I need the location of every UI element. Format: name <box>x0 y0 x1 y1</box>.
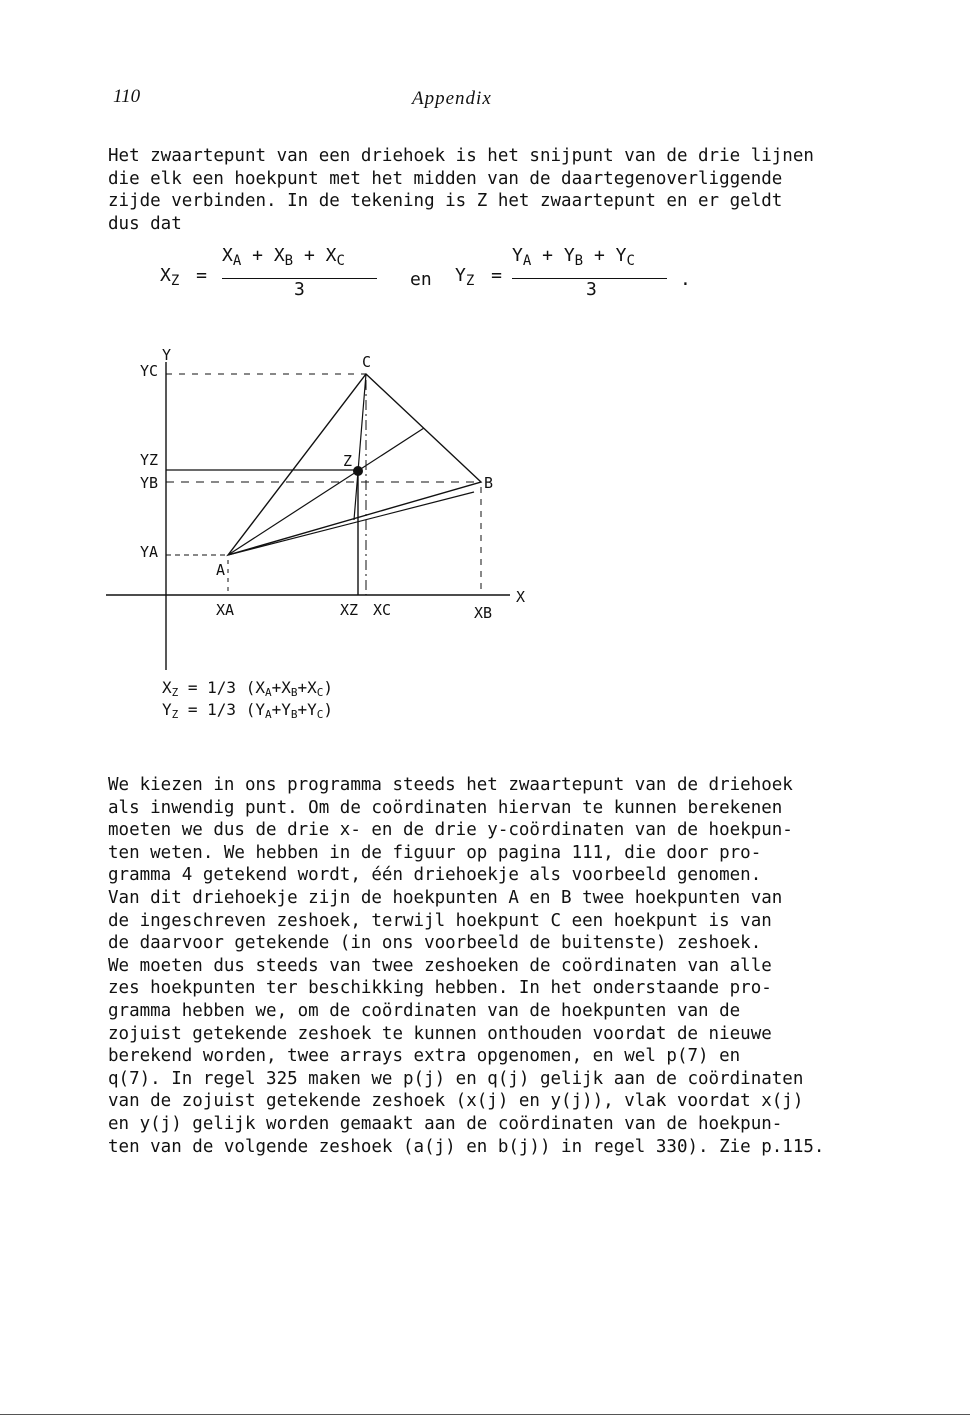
text-line: ten van de volgende zeshoek (a(j) en b(j)) in regel 330). Zie p.115. <box>108 1136 825 1157</box>
axis-label-x: X <box>516 588 526 606</box>
text-line: van de zojuist getekende zeshoek (x(j) en y(j)), vlak voordat x(j) <box>108 1091 804 1112</box>
triangle-abc <box>228 374 481 555</box>
text-line: ten weten. We hebben in de figuur op pagina 111, die door pro- <box>108 842 762 863</box>
formula-x-denominator: 3 <box>294 279 305 300</box>
text-line: zijde verbinden. In de tekening is Z het zwaartepunt en er geldt <box>108 191 783 212</box>
axis-label-y: Y <box>162 346 172 364</box>
tick-label-xz: XZ <box>340 601 359 619</box>
point-label-c: C <box>362 353 372 371</box>
running-head: Appendix <box>412 88 492 109</box>
formula-y-lhs: $Y_Z$ = <box>455 265 502 289</box>
formula-connector: en <box>410 269 432 290</box>
text-line: berekend worden, twee arrays extra opgenomen, en wel p(7) en <box>108 1046 741 1067</box>
formula-y-denominator: 3 <box>586 279 597 300</box>
text-line: als inwendig punt. Om de coördinaten hiervan te kunnen berekenen <box>108 797 783 818</box>
text-line: Van dit driehoekje zijn de hoekpunten A en B twee hoekpunten van <box>108 887 783 908</box>
tick-label-ya: YA <box>140 543 159 561</box>
text-line: die elk een hoekpunt met het midden van de daartegenoverliggende <box>108 168 783 189</box>
text-line: zes hoekpunten ter beschikking hebben. In het onderstaande pro- <box>108 978 772 999</box>
tick-label-xa: XA <box>216 601 235 619</box>
centroid-formula <box>160 243 720 313</box>
caption-x-formula: $X_Z = 1/3$ $(X_A+X_B+X_C)$ <box>162 678 334 699</box>
formula-period: . <box>680 269 691 290</box>
text-line: de ingeschreven zeshoek, terwijl hoekpunt C een hoekpunt is van <box>108 910 772 931</box>
formula-y-numerator: $Y_A + Y_B + Y_C$ <box>512 245 635 269</box>
caption-y-formula: $Y_Z = 1/3$ $(Y_A+Y_B+Y_C)$ <box>162 700 334 721</box>
text-line: Het zwaartepunt van een driehoek is het snijpunt van de drie lijnen <box>108 146 814 166</box>
median-a-extension <box>228 492 474 555</box>
text-line: q(7). In regel 325 maken we p(j) en q(j) gelijk aan de coördinaten <box>108 1068 804 1089</box>
median-c <box>354 374 366 520</box>
tick-label-yc: YC <box>140 362 159 380</box>
formula-x-lhs: $X_Z$ = <box>160 265 207 289</box>
text-line: dus dat <box>108 213 182 234</box>
point-label-b: B <box>484 474 494 492</box>
tick-label-yb: YB <box>140 474 159 492</box>
text-line: de daarvoor getekende (in ons voorbeeld de buitenste) zeshoek. <box>108 933 762 954</box>
text-line: en y(j) gelijk worden gemaakt aan de coördinaten van de hoekpun- <box>108 1113 783 1134</box>
text-line: moeten we dus de drie x- en de drie y-coördinaten van de hoekpun- <box>108 820 793 841</box>
paragraph-intro <box>108 145 848 235</box>
tick-label-xc: XC <box>373 601 392 619</box>
text-line: gramma hebben we, om de coördinaten van de hoekpunten van de <box>108 1000 741 1021</box>
page-bottom-rule <box>0 1414 970 1415</box>
page-number: 110 <box>113 86 141 107</box>
text-line: gramma 4 getekend wordt, één driehoekje als voorbeeld genomen. <box>108 865 762 886</box>
text-line: We moeten dus steeds van twee zeshoeken de coördinaten van alle <box>108 955 772 976</box>
centroid-diagram <box>100 340 550 680</box>
median-a <box>228 428 424 555</box>
tick-label-xb: XB <box>474 604 493 622</box>
paragraph-explanation <box>108 774 848 1158</box>
tick-label-yz: YZ <box>140 451 159 469</box>
point-label-z: Z <box>343 452 353 470</box>
centroid-point <box>353 466 363 476</box>
point-label-a: A <box>216 561 226 579</box>
text-line: We kiezen in ons programma steeds het zwaartepunt van de driehoek <box>108 775 793 795</box>
formula-x-numerator: $X_A + X_B + X_C$ <box>222 245 345 269</box>
text-line: zojuist getekende zeshoek te kunnen onthouden voordat de nieuwe <box>108 1023 772 1044</box>
